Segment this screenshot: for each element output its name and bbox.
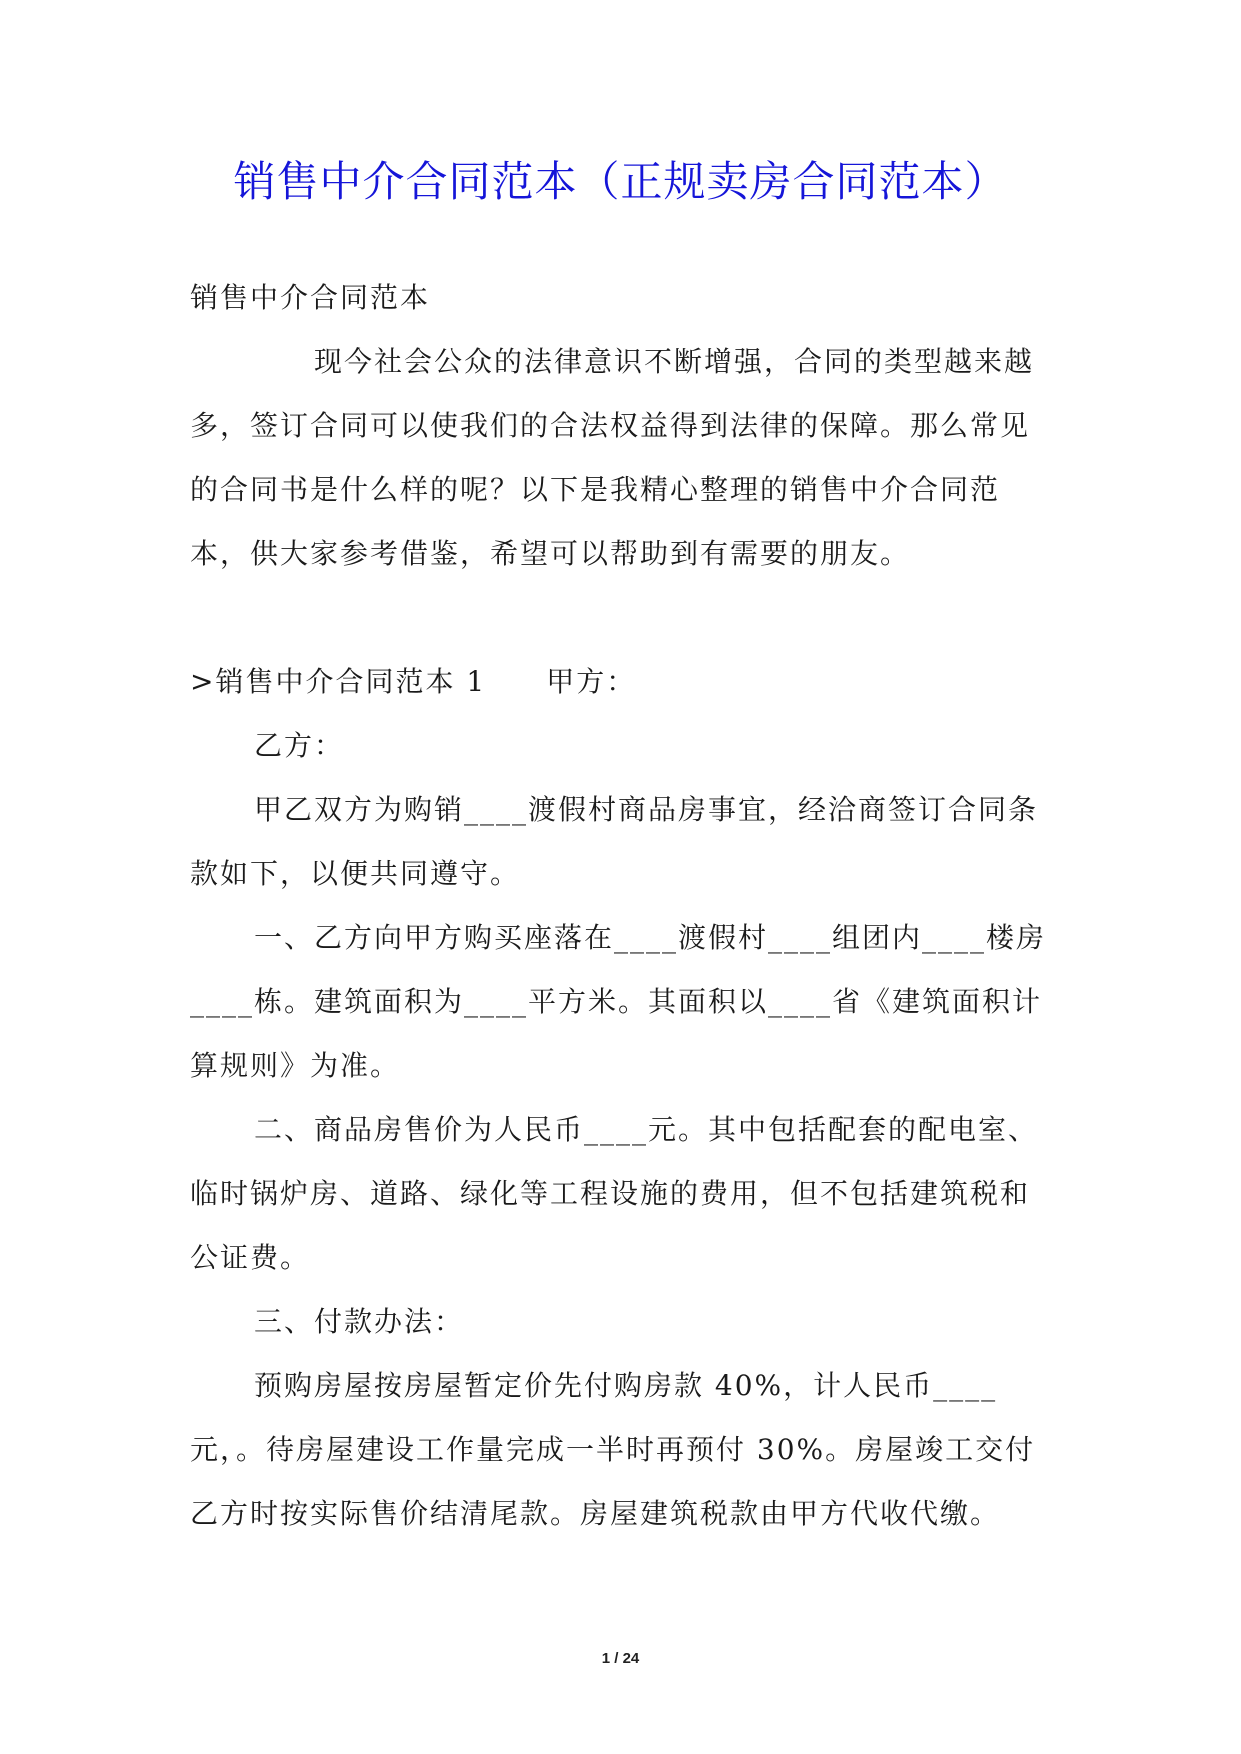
clause-paragraph: 一、乙方向甲方购买座落在____渡假村____组团内____楼房____栋。建筑面积为____平方米。其面积以____省《建筑面积计算规则》为准。 (190, 921, 1047, 1082)
subtitle: 销售中介合同范本 (190, 281, 431, 314)
document-title: 销售中介合同范本（正规卖房合同范本） (233, 157, 1008, 206)
page-number: 1 / 24 (601, 1650, 640, 1667)
clause-paragraph: 三、付款办法： (254, 1305, 465, 1338)
spacer (190, 586, 1050, 650)
clause-paragraph: 二、商品房售价为人民币____元。其中包括配套的配电室、临时锅炉房、道路、绿化等工程设施的费用，但不包括建筑税和公证费。 (190, 1113, 1039, 1274)
party-a-label: 甲方： (546, 665, 637, 698)
party-b-label: 乙方： (254, 729, 345, 762)
section-heading-line (190, 650, 1050, 714)
clause-paragraph: 预购房屋按房屋暂定价先付购房款 40%，计人民币____元，。待房屋建设工作量完成一半时再预付 30%。房屋竣工交付乙方时按实际售价结清尾款。房屋建筑税款由甲方代收代缴。 (190, 1369, 1036, 1530)
clause-paragraph: 甲乙双方为购销____渡假村商品房事宜，经洽商签订合同条款如下，以便共同遵守。 (190, 793, 1039, 890)
section-heading: >销售中介合同范本 1 (190, 665, 487, 698)
intro-paragraph: 现今社会公众的法律意识不断增强，合同的类型越来越多，签订合同可以使我们的合法权益得到法律的保障。那么常见的合同书是什么样的呢？以下是我精心整理的销售中介合同范本，供大家参考借鉴，希望可以帮助到有需要的朋友。 (190, 345, 1035, 570)
document-body (190, 266, 1050, 1546)
